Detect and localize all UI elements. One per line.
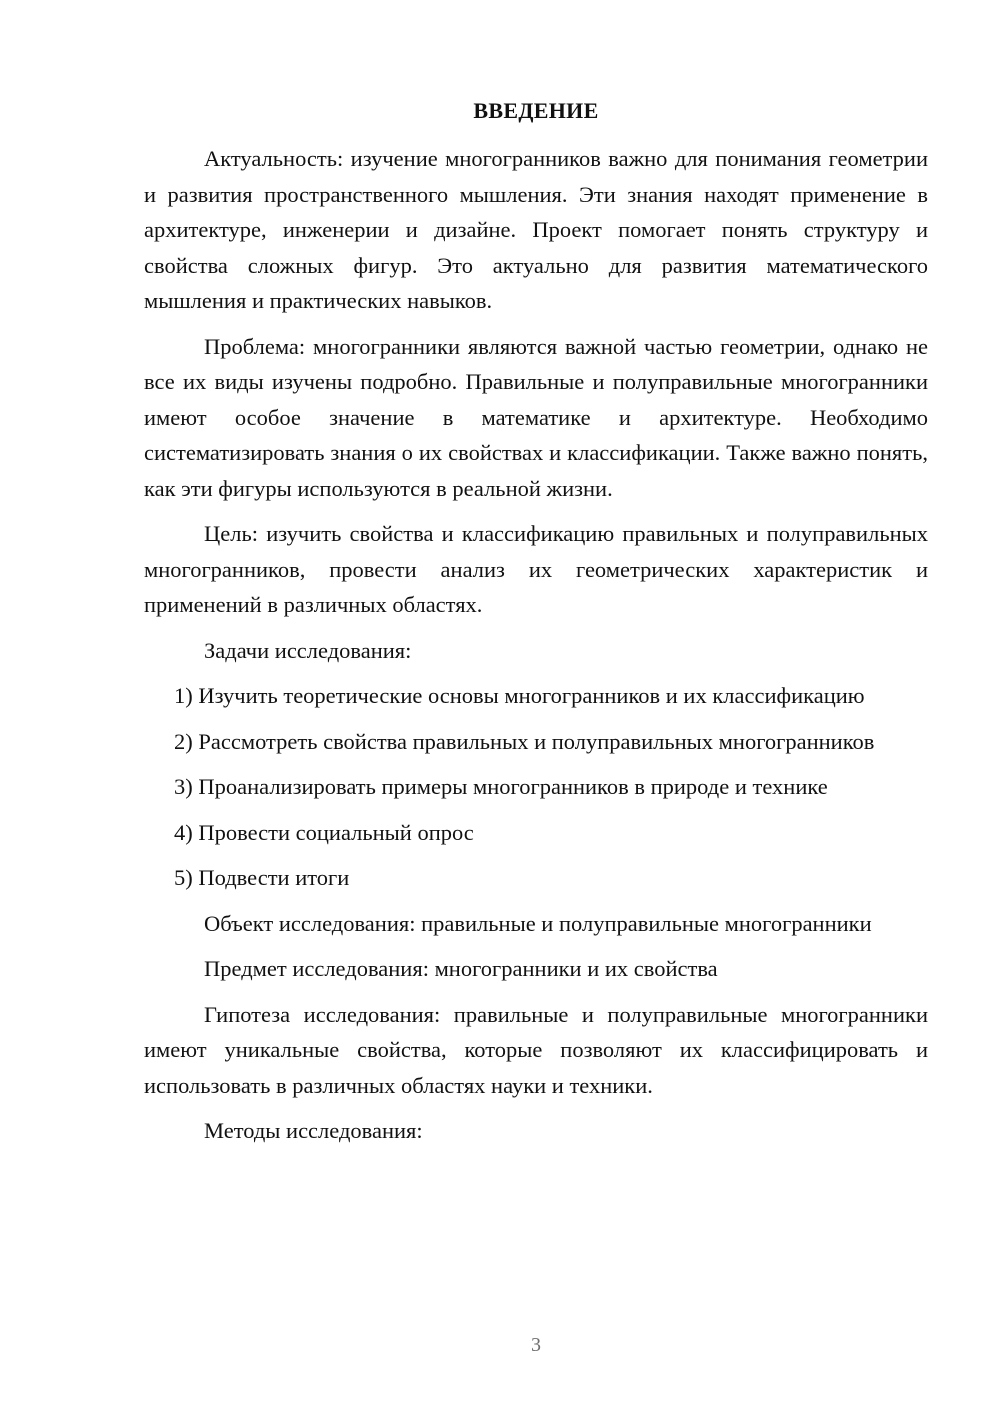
- page-number: 3: [531, 1334, 541, 1356]
- methods-title: Методы исследования:: [204, 1118, 423, 1143]
- object-paragraph: Объект исследования: правильные и полуправильные многогранники: [204, 910, 872, 936]
- task-item-3: 3) Проанализировать примеры многогранников в природе и технике: [174, 774, 828, 799]
- relevance-paragraph: Актуальность: изучение многогранников важно для понимания геометрии и развития пространственного мышления. Эти знания находят применение в архитектуре, инженерии и дизайне. Проект помогает понять структуру и свойства сложных фигур. Это актуально для развития математического мышления и практических навыков.: [144, 146, 928, 313]
- problem-paragraph: Проблема: многогранники являются важной частью геометрии, однако не все их виды изучены подробно. Правильные и полуправильные многогранники имеют особое значение в математике и архитектуре. Необходимо систематизировать знания о их свойствах и классификации. Также важно понять, как эти фигуры используются в реальной жизни.: [144, 333, 928, 501]
- subject-paragraph: Предмет исследования: многогранники и их свойства: [204, 956, 718, 981]
- task-item-5: 5) Подвести итоги: [174, 865, 350, 890]
- task-item-2: 2) Рассмотреть свойства правильных и полуправильных многогранников: [174, 728, 875, 754]
- task-item-1: 1) Изучить теоретические основы многогранников и их классификацию: [174, 683, 865, 708]
- task-item-4: 4) Провести социальный опрос: [174, 819, 474, 845]
- document-body: [144, 141, 928, 1159]
- hypothesis-paragraph: Гипотеза исследования: правильные и полуправильные многогранники имеют уникальные свойства, которые позволяют их классифицировать и использовать в различных областях науки и техники.: [144, 1001, 928, 1098]
- document-page: [144, 0, 928, 1414]
- tasks-title: Задачи исследования:: [204, 637, 412, 663]
- goal-paragraph: Цель: изучить свойства и классификацию правильных и полуправильных многогранников, провести анализ их геометрических характеристик и применений в различных областях.: [144, 521, 928, 617]
- section-heading: ВВЕДЕНИЕ: [473, 98, 599, 123]
